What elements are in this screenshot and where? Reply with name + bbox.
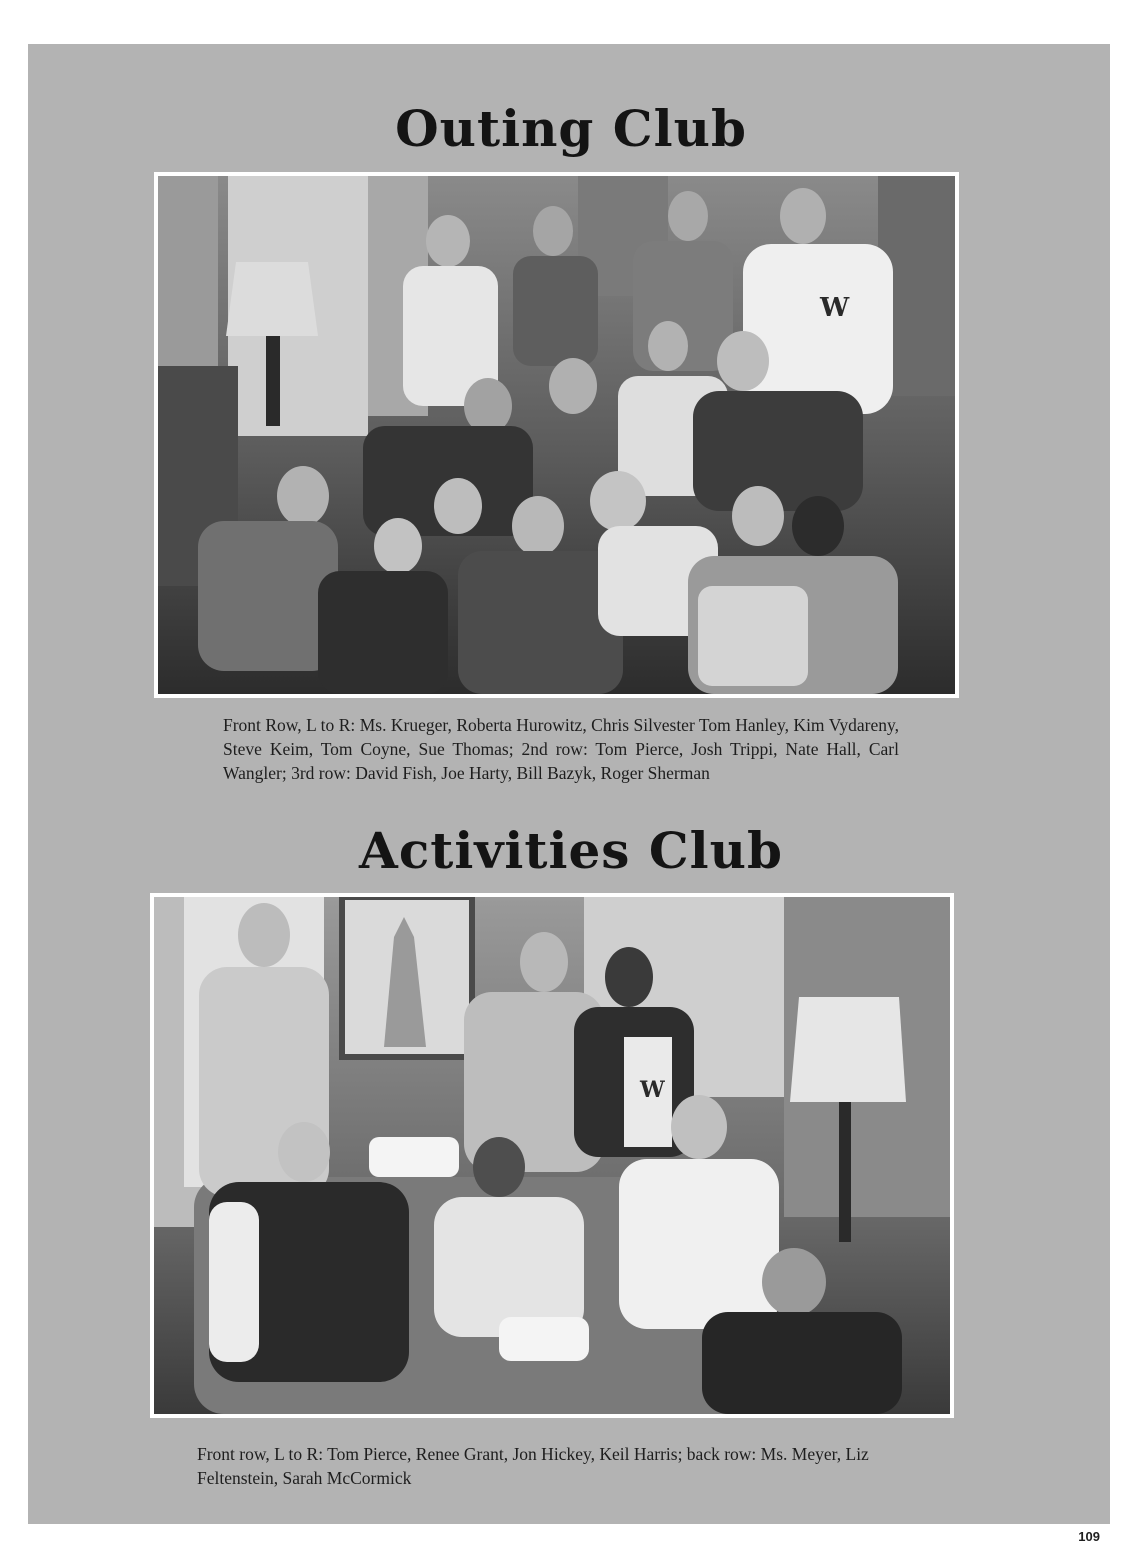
sweatshirt-letter: W	[820, 293, 850, 323]
activities-club-photo-image	[154, 897, 950, 1414]
outing-club-photo-image	[158, 176, 955, 694]
activities-club-photo	[150, 893, 954, 1418]
outing-club-photo	[154, 172, 959, 698]
activities-club-title: Activities Club	[359, 821, 783, 880]
sweatshirt-letter: W	[640, 1077, 665, 1103]
outing-club-title: Outing Club	[395, 99, 747, 158]
page-number: 109	[1078, 1529, 1100, 1544]
activities-club-caption: Front row, L to R: Tom Pierce, Renee Grant, Jon Hickey, Keil Harris; back row: Ms. Meyer, Liz Feltenstein, Sarah McCormick	[197, 1444, 869, 1488]
outing-club-caption: Front Row, L to R: Ms. Krueger, Roberta Hurowitz, Chris Silvester Tom Hanley, Kim Vydareny, Steve Keim, Tom Coyne, Sue Thomas; 2nd row: Tom Pierce, Josh Trippi, Nate Hall, Carl Wangler; 3rd row: David Fish, Joe Harty, Bill Bazyk, Roger Sherman	[223, 715, 899, 783]
